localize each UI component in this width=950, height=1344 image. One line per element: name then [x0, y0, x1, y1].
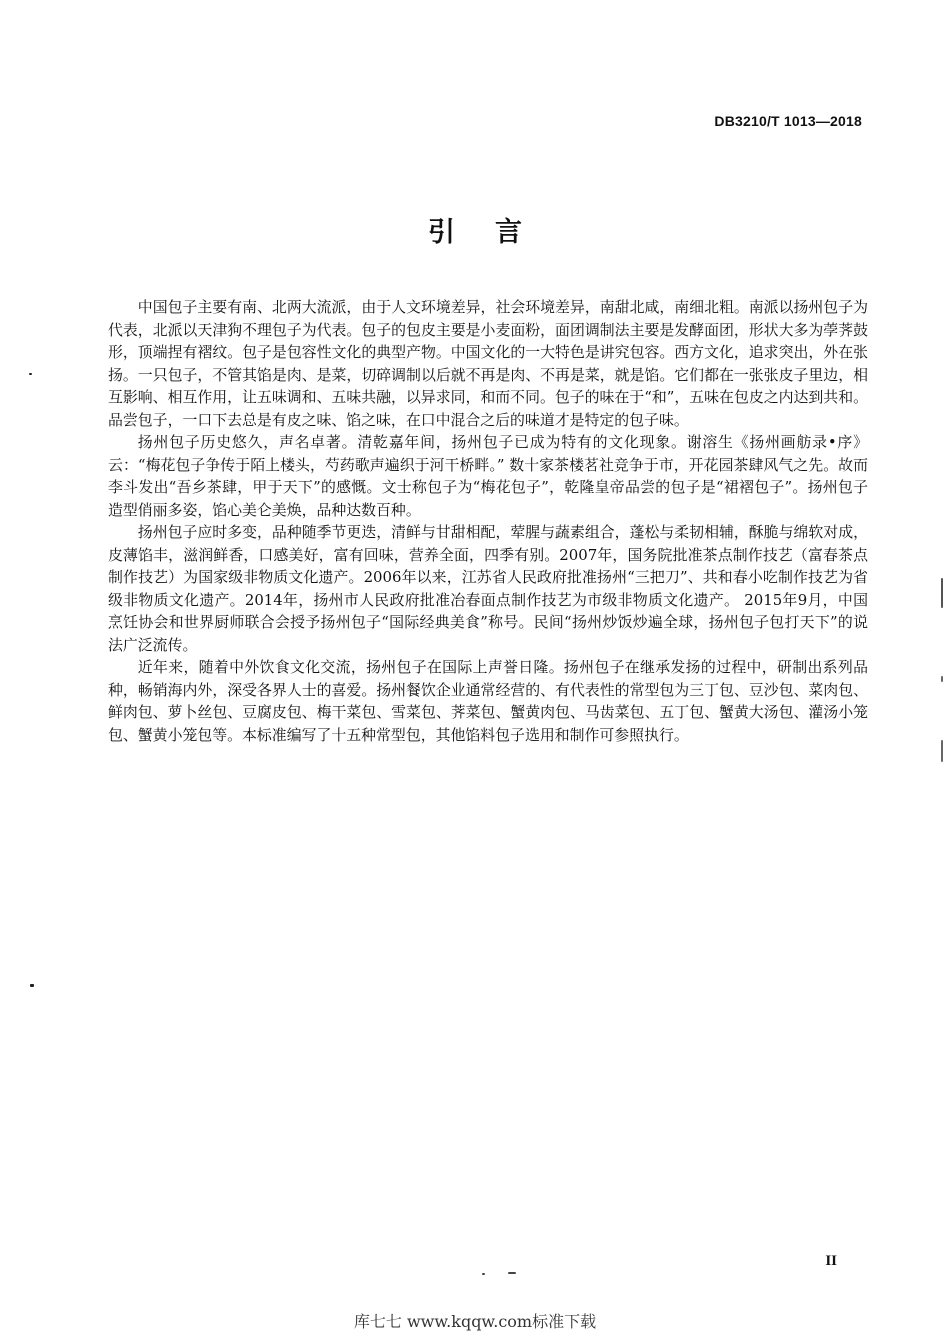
page-number: II [825, 1253, 837, 1269]
paragraph-1: 中国包子主要有南、北两大流派，由于人文环境差异，社会环境差异，南甜北咸，南细北粗。南派以扬州包子为代表，北派以天津狗不理包子为代表。包子的包皮主要是小麦面粉，面团调制法主要是发酵面团，形状大多为荸荠鼓形，顶端捏有褶纹。包子是包容性文化的典型产物。中国文化的一大特色是讲究包容。西方文化，追求突出，外在张扬。一只包子，不管其馅是肉、是菜，切碎调制以后就不再是肉、不再是菜，就是馅。它们都在一张张皮子里边，相互影响、相互作用，让五味调和、五味共融，以异求同，和而不同。包子的味在于“和”，五味在包皮之内达到共和。品尝包子，一口下去总是有皮之味、馅之味，在口中混合之后的味道才是特定的包子味。 [108, 298, 868, 429]
document-code: DB3210/T 1013—2018 [714, 113, 862, 129]
paragraph-3: 扬州包子应时多变，品种随季节更迭，清鲜与甘甜相配，荤腥与蔬素组合，蓬松与柔韧相辅，酥脆与绵软对成，皮薄馅丰，滋润鲜香，口感美好，富有回味，营养全面，四季有别。2007年，国务院批准茶点制作技艺（富春茶点制作技艺）为国家级非物质文化遗产。2006年以来，江苏省人民政府批准扬州“三把刀”、共和春小吃制作技艺为省级非物质文化遗产。2014年，扬州市人民政府批准冶春面点制作技艺为市级非物质文化遗产。 2015年9月，中国烹饪协会和世界厨师联合会授予扬州包子“国际经典美食”称号。民间“扬州炒饭炒遍全球，扬州包子包打天下”的说法广泛流传。 [108, 523, 868, 654]
scan-artifact [941, 676, 943, 682]
introduction-body [108, 296, 868, 746]
scan-artifact [941, 740, 943, 762]
paragraph-4: 近年来，随着中外饮食文化交流，扬州包子在国际上声誉日隆。扬州包子在继承发扬的过程中，研制出系列品种，畅销海内外，深受各界人士的喜爱。扬州餐饮企业通常经营的、有代表性的常型包为三丁包、豆沙包、菜肉包、鲜肉包、萝卜丝包、豆腐皮包、梅干菜包、雪菜包、荠菜包、蟹黄肉包、马齿菜包、五丁包、蟹黄大汤包、灌汤小笼包、蟹黄小笼包等。本标准编写了十五种常型包，其他馅料包子选用和制作可参照执行。 [108, 658, 868, 744]
paragraph-2: 扬州包子历史悠久，声名卓著。清乾嘉年间，扬州包子已成为特有的文化现象。谢溶生《扬州画舫录•序》云：“梅花包子争传于陌上楼头，芍药歌声遍织于河干桥畔。” 数十家茶楼茗社竞争于市，开花园茶肆风气之先。故而李斗发出“吾乡茶肆，甲于天下”的感慨。文士称包子为“梅花包子”，乾隆皇帝品尝的包子是“裙褶包子”。扬州包子造型俏丽多姿，馅心美仑美焕，品种达数百种。 [108, 433, 868, 519]
scan-artifact [30, 984, 34, 987]
scan-artifact [508, 1272, 516, 1274]
scan-artifact [941, 578, 943, 608]
scan-artifact [29, 373, 32, 375]
page-title: 引言 [428, 217, 562, 248]
watermark: 库七七 www.kqqw.com标准下载 [353, 1312, 597, 1331]
scan-artifact [482, 1273, 485, 1275]
